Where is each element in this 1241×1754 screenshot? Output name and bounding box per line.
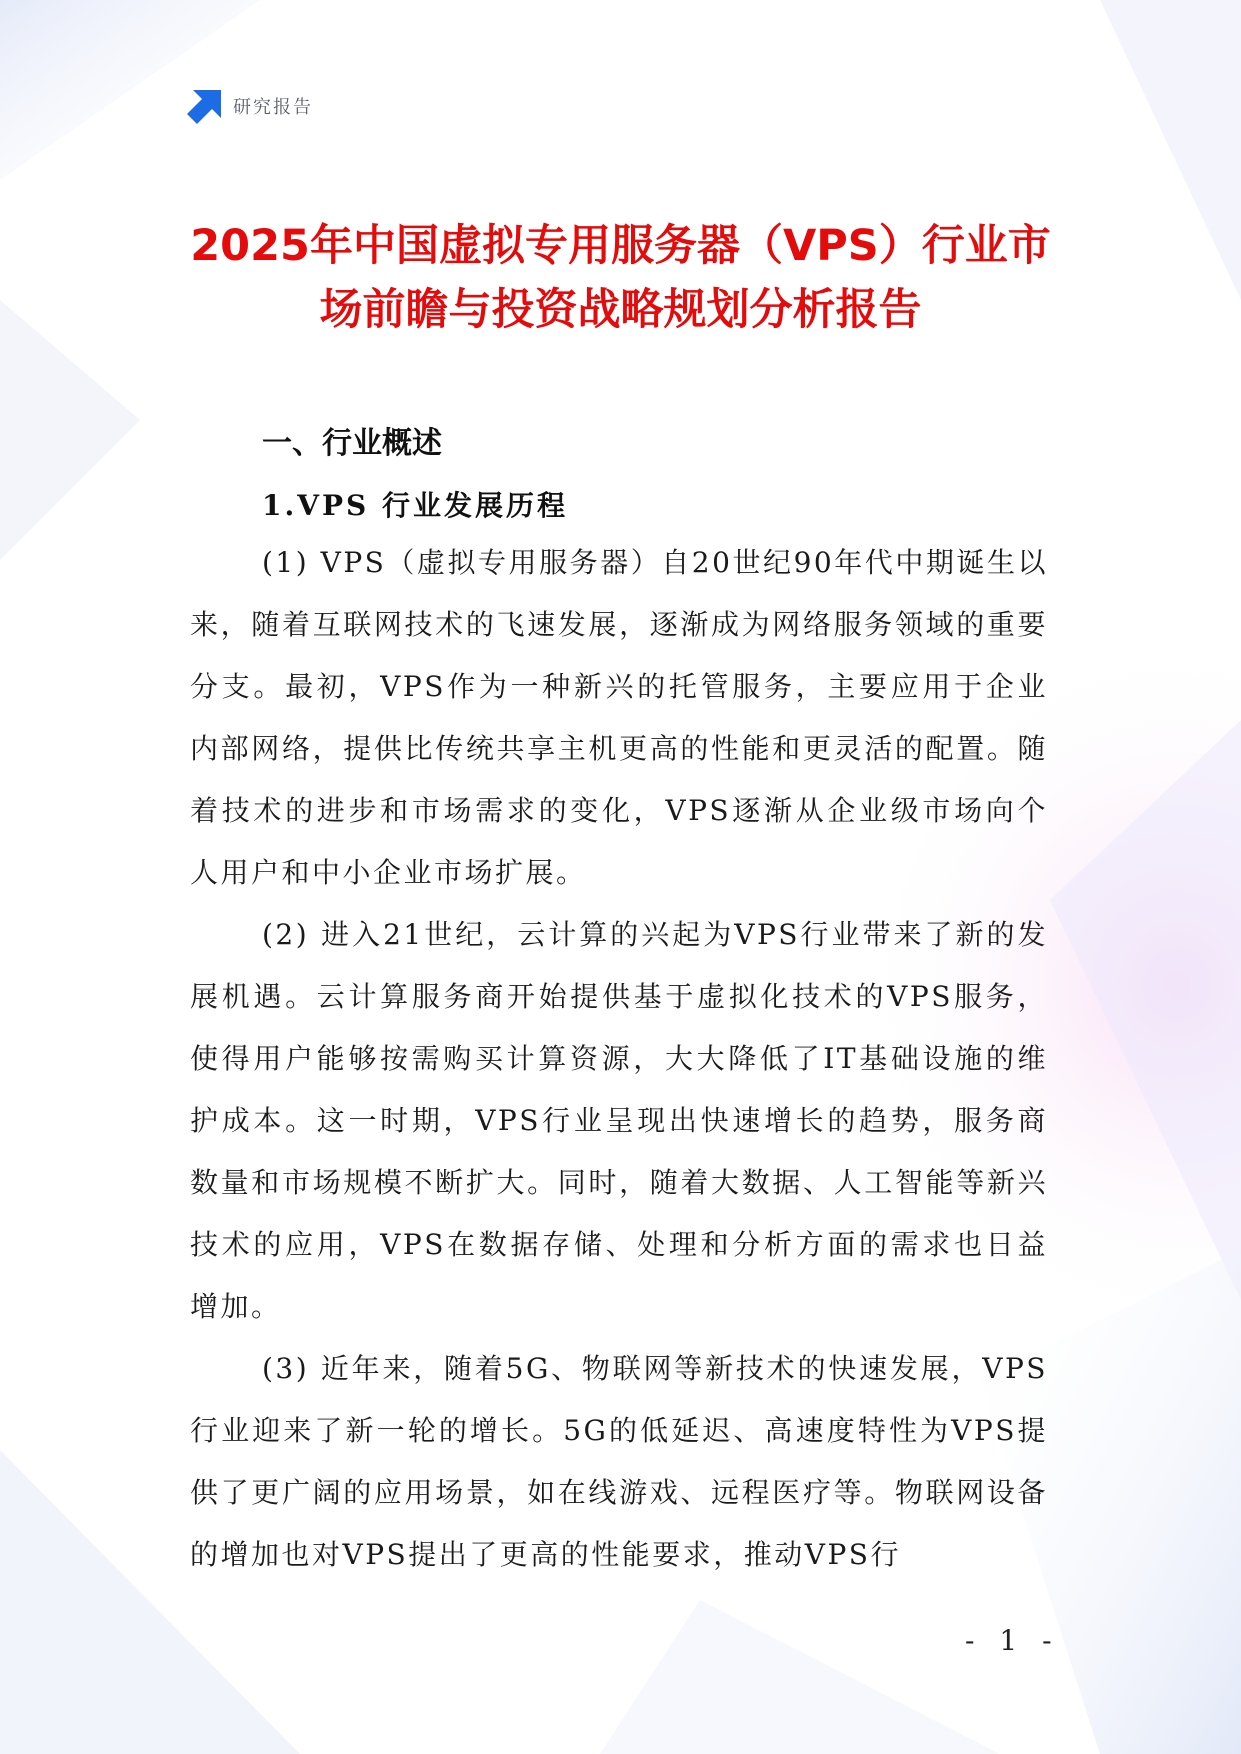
paragraph-1: (1) VPS（虚拟专用服务器）自20世纪90年代中期诞生以来，随着互联网技术的飞速发展，逐渐成为网络服务领域的重要分支。最初，VPS作为一种新兴的托管服务，主要应用于企业内部网络，提供比传统共享主机更高的性能和更灵活的配置。随着技术的进步和市场需求的变化，VPS逐渐从企业级市场向个人用户和中小企业市场扩展。: [190, 546, 1048, 889]
page-header: [187, 88, 313, 124]
report-title-line-2: 场前瞻与投资战略规划分析报告: [319, 285, 922, 335]
section-heading: 一、行业概述: [262, 426, 442, 461]
report-title-line-1: 2025年中国虚拟专用服务器（VPS）行业市: [190, 221, 1051, 271]
page-number: - 1 -: [965, 1624, 1060, 1657]
paragraph-2: (2) 进入21世纪，云计算的兴起为VPS行业带来了新的发展机遇。云计算服务商开始提供基于虚拟化技术的VPS服务，使得用户能够按需购买计算资源，大大降低了IT基础设施的维护成本。这一时期，VPS行业呈现出快速增长的趋势，服务商数量和市场规模不断扩大。同时，随着大数据、人工智能等新兴技术的应用，VPS在数据存储、处理和分析方面的需求也日益增加。: [190, 918, 1048, 1323]
body-text: [190, 532, 1048, 1586]
sub-heading: 1.VPS 行业发展历程: [262, 489, 568, 522]
paragraph-3: (3) 近年来，随着5G、物联网等新技术的快速发展，VPS行业迎来了新一轮的增长。5G的低延迟、高速度特性为VPS提供了更广阔的应用场景，如在线游戏、远程医疗等。物联网设备的增加也对VPS提出了更高的性能要求，推动VPS行: [190, 1352, 1048, 1571]
report-title: [150, 214, 1091, 342]
arrow-up-right-icon: [187, 88, 223, 124]
header-label: 研究报告: [233, 97, 313, 118]
